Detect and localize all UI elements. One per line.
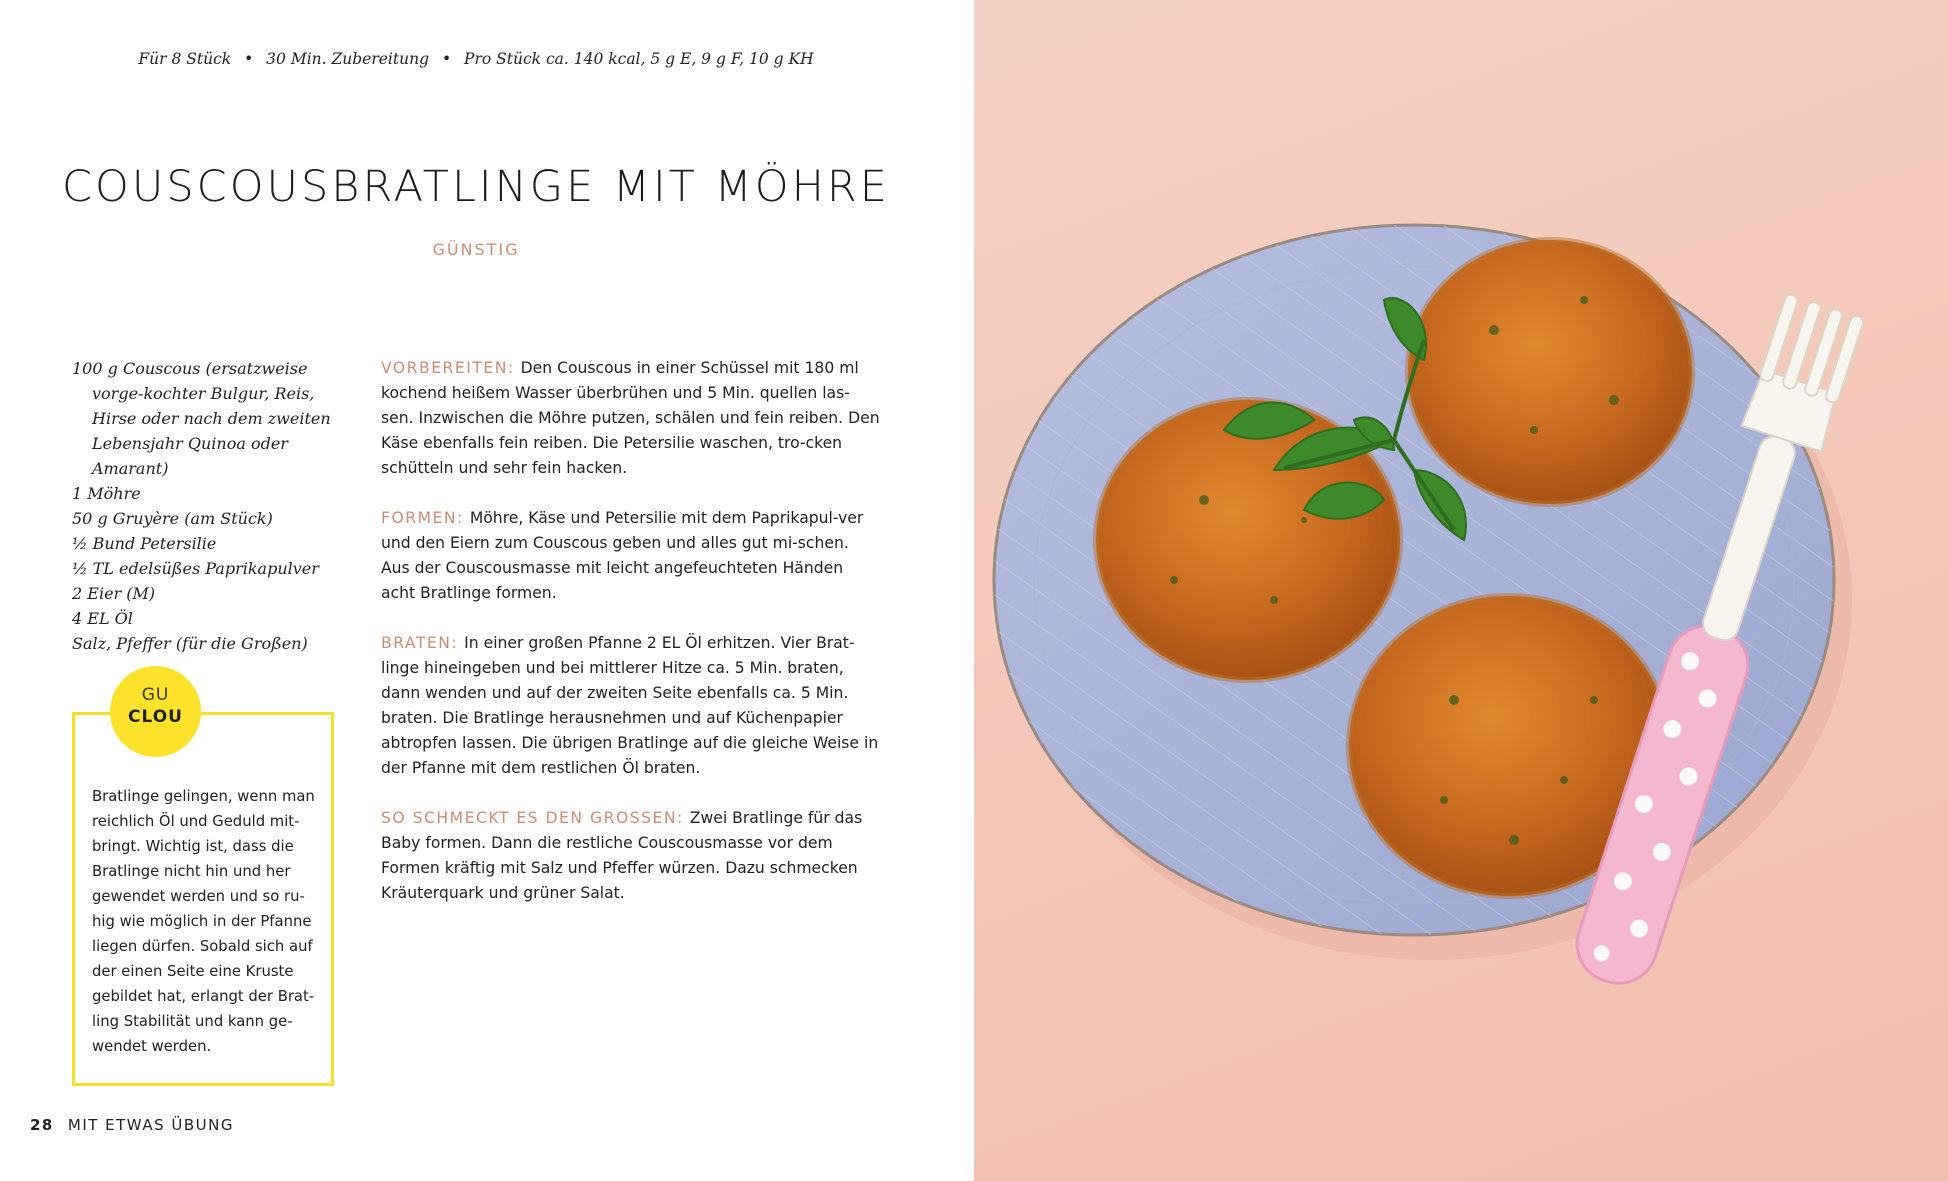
step-text: Zwei Bratlinge für das Baby formen. Dann die restliche Couscousmasse vor dem Formen kräftig mit Salz und Pfeffer würzen. Dazu schmecken Kräuterquark und grüner Salat. bbox=[381, 809, 863, 902]
photo-page bbox=[974, 0, 1948, 1181]
ingredient-item: 100 g Couscous (ersatzweise vorge-kochter Bulgur, Reis, Hirse oder nach dem zweiten Lebensjahr Quinoa oder Amarant) bbox=[72, 359, 331, 478]
ingredients-list bbox=[72, 356, 342, 656]
separator-dot: • bbox=[441, 50, 452, 68]
page-number: 28 bbox=[30, 1116, 54, 1134]
ingredient-item: 2 Eier (M) bbox=[72, 584, 156, 603]
step-text: Den Couscous in einer Schüssel mit 180 ml kochend heißem Wasser überbrühen und 5 Min. quellen las-sen. Inzwischen die Möhre putzen, schälen und fein reiben. Den Käse ebenfalls fein reiben. Die Petersilie waschen, tro-cken schütteln und sehr fein hacken. bbox=[381, 359, 880, 477]
step-prepare bbox=[381, 356, 881, 481]
step-form bbox=[381, 506, 881, 606]
ingredient-item: ½ TL edelsüßes Paprikapulver bbox=[72, 559, 319, 578]
step-text: Möhre, Käse und Petersilie mit dem Paprikapul-ver und den Eiern zum Couscous geben und alles gut mi-schen. Aus der Couscousmasse mit leicht angefeuchteten Händen acht Bratlinge formen. bbox=[381, 509, 864, 602]
food-photo-icon bbox=[974, 0, 1948, 1181]
step-fry bbox=[381, 631, 881, 781]
recipe-meta-line bbox=[0, 50, 952, 68]
step-text: In einer großen Pfanne 2 EL Öl erhitzen. Vier Brat-linge hineingeben und bei mittlerer Hitze ca. 5 Min. braten, dann wenden und auf der zweiten Seite ebenfalls ca. 5 Min. braten. Die Bratlinge herausnehmen und auf Küchenpapier abtropfen lassen. Die übrigen Bratlinge auf die gleiche Weise in der Pfanne mit dem restlichen Öl braten. bbox=[381, 634, 879, 777]
step-label: VORBEREITEN: bbox=[381, 359, 515, 377]
step-label: BRATEN: bbox=[381, 634, 459, 652]
ingredient-item: ½ Bund Petersilie bbox=[72, 534, 217, 553]
page-footer bbox=[30, 1116, 234, 1134]
servings: Für 8 Stück bbox=[138, 50, 232, 68]
badge-top-text: GU bbox=[141, 685, 170, 705]
tip-text: Bratlinge gelingen, wenn man reichlich Öl und Geduld mit-bringt. Wichtig ist, dass die Bratlinge nicht hin und her gewendet werden und so ru-hig wie möglich in der Pfanne liegen dürfen. Sobald sich auf der einen Seite eine Kruste gebildet hat, erlangt der Brat-ling Stabilität und kann ge-wendet werden. bbox=[92, 788, 315, 1055]
recipe-title: COUSCOUSBRATLINGE MIT MÖHRE bbox=[62, 162, 890, 212]
section-name: MIT ETWAS ÜBUNG bbox=[67, 1116, 234, 1134]
ingredient-item: 1 Möhre bbox=[72, 484, 141, 503]
instructions bbox=[381, 356, 881, 931]
step-for-adults bbox=[381, 806, 881, 906]
nutrition-info: Pro Stück ca. 140 kcal, 5 g E, 9 g F, 10 g KH bbox=[464, 50, 814, 68]
badge-bottom-text: CLOU bbox=[128, 707, 183, 727]
gu-clou-badge bbox=[110, 666, 201, 757]
ingredient-item: 4 EL Öl bbox=[72, 609, 133, 628]
ingredient-item: 50 g Gruyère (am Stück) bbox=[72, 509, 273, 528]
recipe-tag: GÜNSTIG bbox=[432, 240, 520, 259]
separator-dot: • bbox=[244, 50, 254, 68]
step-label: FORMEN: bbox=[381, 509, 464, 527]
prep-time: 30 Min. Zubereitung bbox=[266, 50, 429, 68]
ingredient-item: Salz, Pfeffer (für die Großen) bbox=[72, 634, 308, 653]
step-label: SO SCHMECKT ES DEN GROSSEN: bbox=[381, 809, 684, 827]
